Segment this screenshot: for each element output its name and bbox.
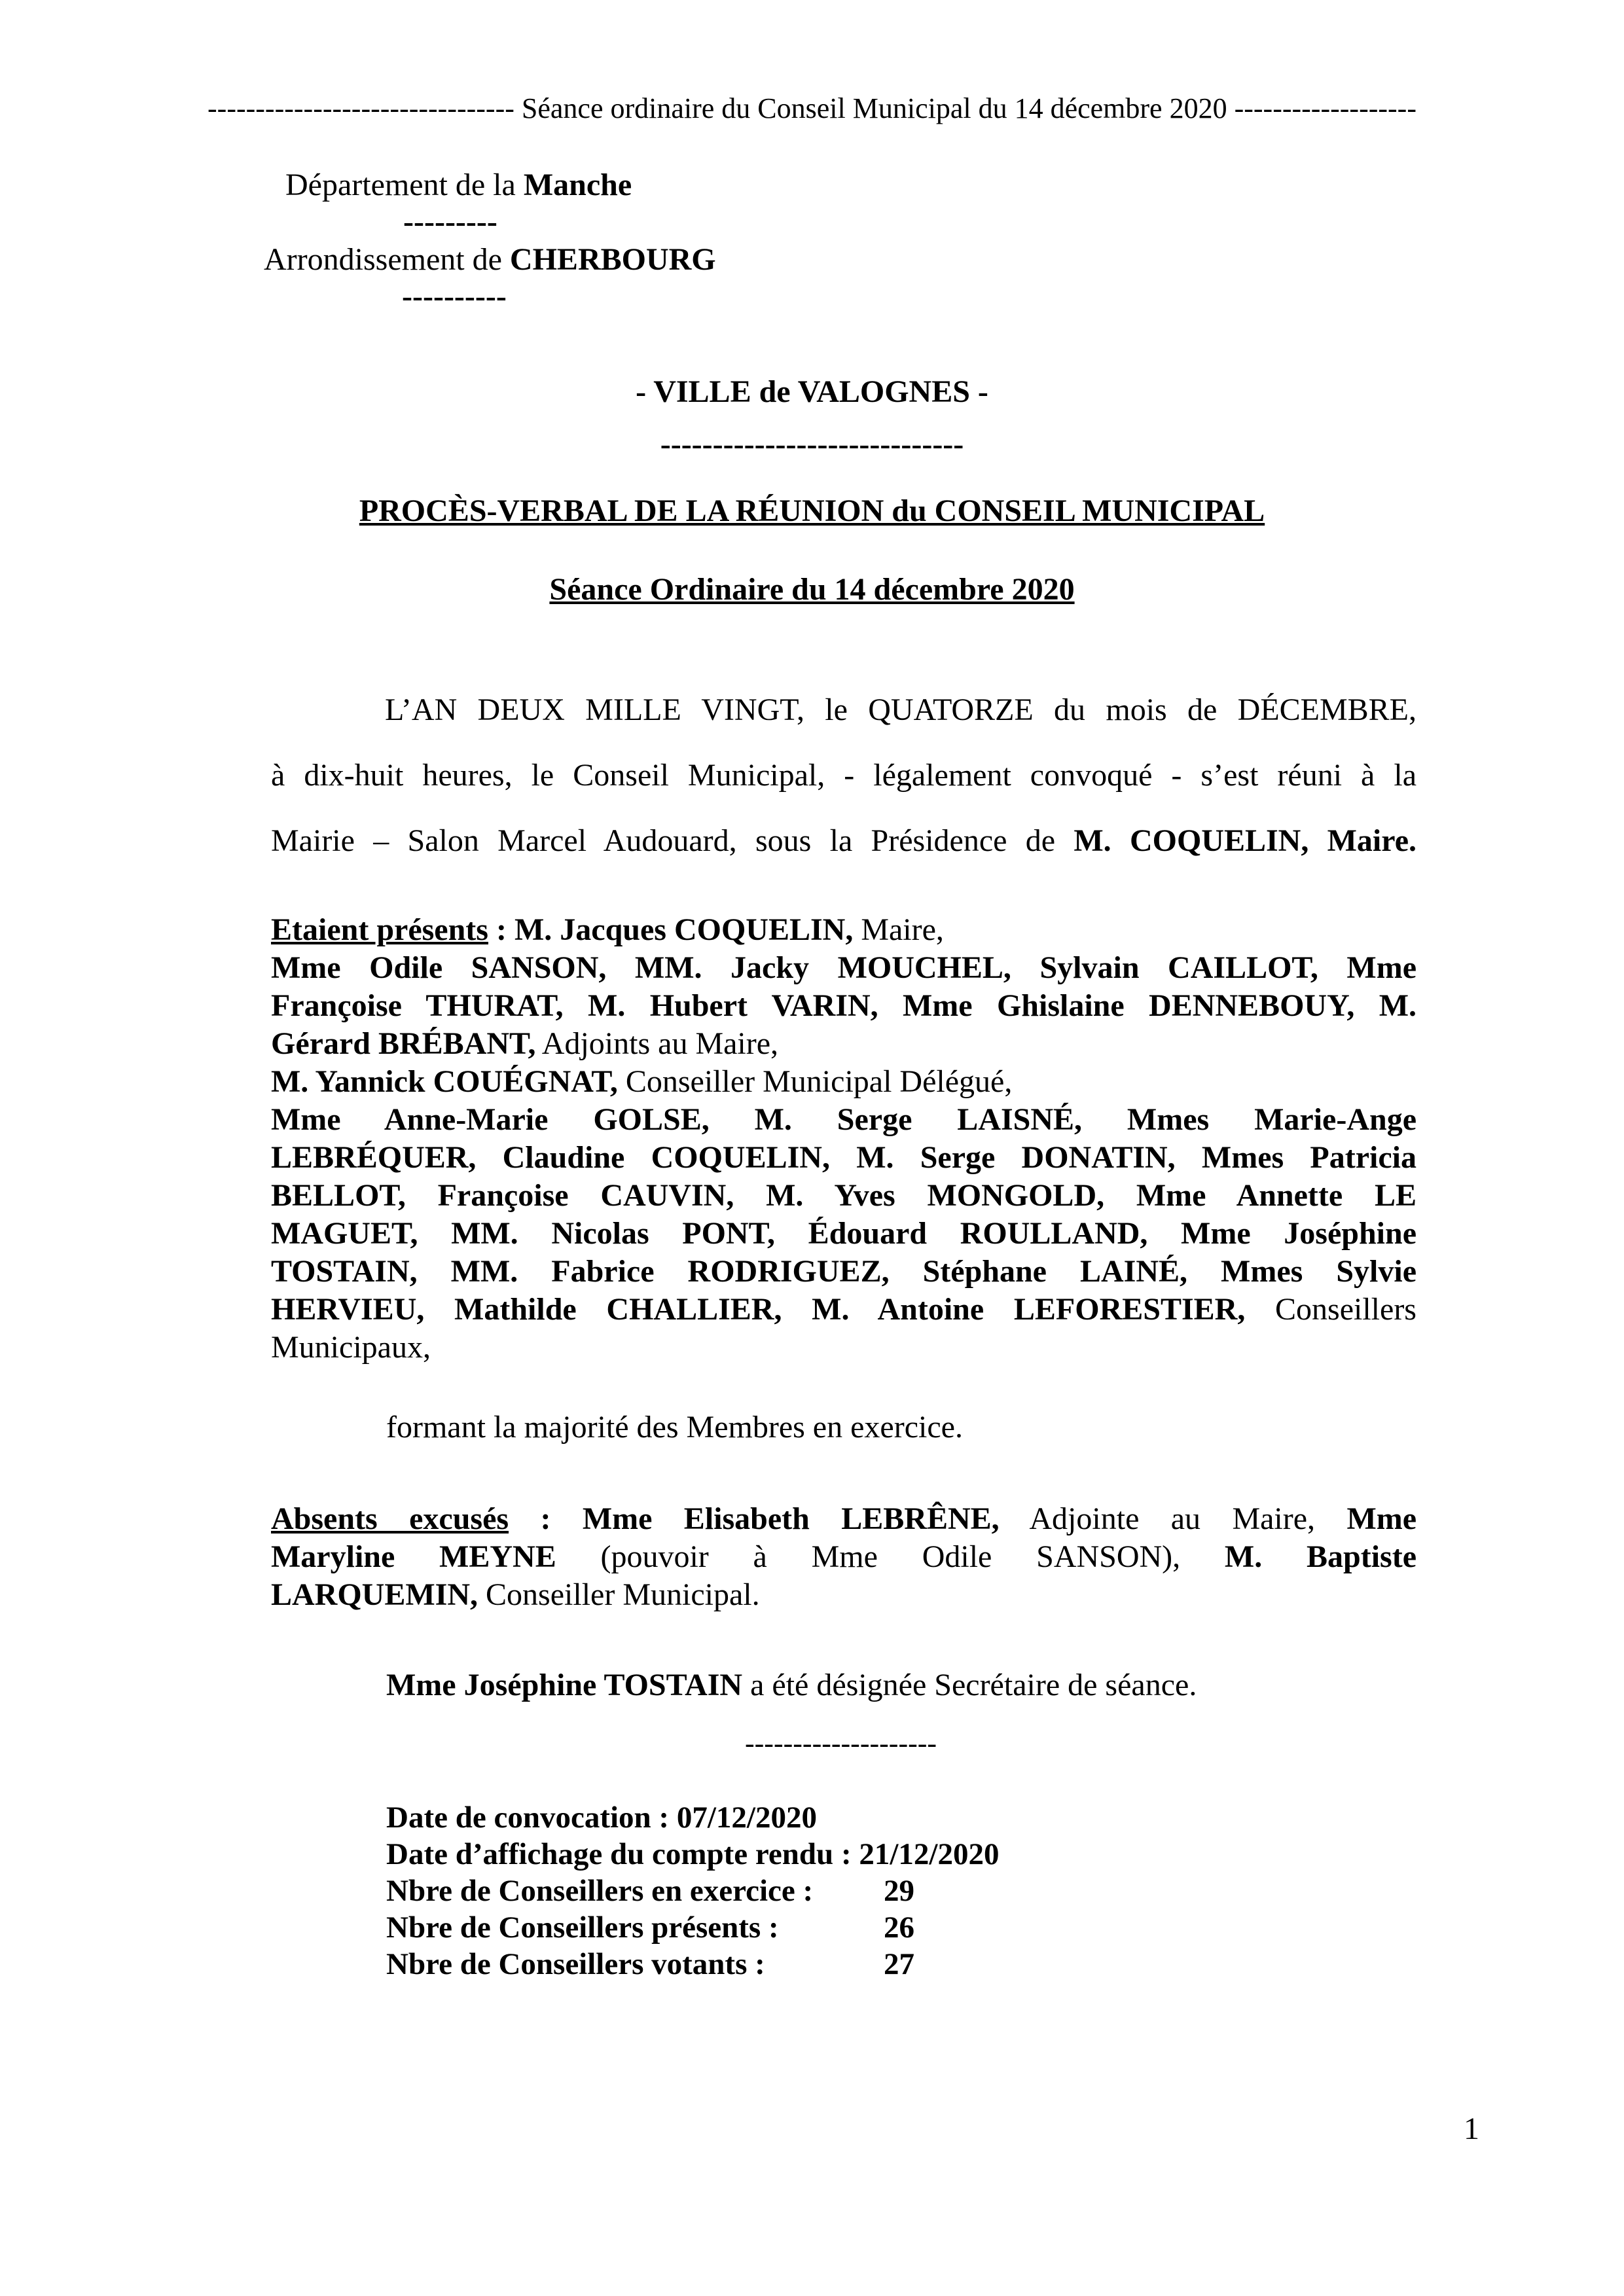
present-mayor-role: Maire, <box>853 912 944 947</box>
display-date-label: Date d’affichage du compte rendu : <box>386 1837 852 1871</box>
absent-line-2-proxy: (pouvoir à Mme Odile SANSON), <box>556 1539 1225 1574</box>
arrondissement-line <box>264 241 716 279</box>
intro-line-1: L’AN DEUX MILLE VINGT, le QUATORZE du mois de DÉCEMBRE, <box>385 692 1416 727</box>
absent-line-2-name: Maryline MEYNE <box>271 1539 556 1574</box>
display-date-value: 21/12/2020 <box>859 1837 1000 1871</box>
present-line-4-role: Adjoints au Maire, <box>535 1026 779 1061</box>
department-line <box>285 166 632 204</box>
absent-line-2-name-2: M. Baptiste <box>1224 1539 1416 1574</box>
councillors-present-label: Nbre de Conseillers présents : <box>386 1910 779 1945</box>
absent-line-3-role: Conseiller Municipal. <box>478 1577 760 1612</box>
present-line-3: Françoise THURAT, M. Hubert VARIN, Mme Ghislaine DENNEBOUY, M. <box>271 988 1416 1023</box>
councillors-present-value: 26 <box>884 1910 914 1945</box>
present-mayor-name: M. Jacques COQUELIN, <box>514 912 854 947</box>
present-line-11-names: HERVIEU, Mathilde CHALLIER, M. Antoine LEFORESTIER, <box>271 1292 1246 1327</box>
present-line-4 <box>271 1025 1416 1063</box>
intro-line-3-text: Mairie – Salon Marcel Audouard, sous la Présidence de <box>271 823 1074 858</box>
town-title: - VILLE de VALOGNES - <box>636 374 988 409</box>
department-prefix: Département de la <box>285 168 524 202</box>
running-header: -------------------------------- Séance ordinaire du Conseil Municipal du 14 décembre 2020 ------------------- <box>208 92 1416 124</box>
department-separator: --------- <box>403 204 497 239</box>
document-title: PROCÈS-VERBAL DE LA RÉUNION du CONSEIL MUNICIPAL <box>359 493 1265 528</box>
present-line-8: BELLOT, Françoise CAUVIN, M. Yves MONGOLD, Mme Annette LE <box>271 1178 1416 1213</box>
present-line-7: LEBRÉQUER, Claudine COQUELIN, M. Serge DONATIN, Mmes Patricia <box>271 1140 1416 1175</box>
present-line-11 <box>271 1291 1416 1329</box>
intro-line-2: à dix-huit heures, le Conseil Municipal, - légalement convoqué - s’est réuni à la <box>271 758 1416 793</box>
present-line-4-name: Gérard BRÉBANT, <box>271 1026 536 1061</box>
present-line-6: Mme Anne-Marie GOLSE, M. Serge LAISNÉ, Mmes Marie-Ange <box>271 1102 1416 1137</box>
department-name: Manche <box>523 168 632 202</box>
convocation-date-label: Date de convocation : <box>386 1801 670 1835</box>
absent-label-colon: : <box>509 1501 583 1536</box>
absent-line-3 <box>271 1576 1416 1614</box>
session-title: Séance Ordinaire du 14 décembre 2020 <box>549 572 1075 607</box>
arrondissement-prefix: Arrondissement de <box>264 242 510 277</box>
convocation-date-value: 07/12/2020 <box>676 1801 817 1835</box>
present-line-2: Mme Odile SANSON, MM. Jacky MOUCHEL, Sylvain CAILLOT, Mme <box>271 950 1416 985</box>
president-name: M. COQUELIN, Maire. <box>1074 823 1417 858</box>
display-date-row <box>386 1837 999 1872</box>
town-separator: ----------------------------- <box>660 427 964 461</box>
secretary-name: Mme Joséphine TOSTAIN <box>386 1668 743 1702</box>
arrondissement-separator: ---------- <box>402 279 507 314</box>
majority-statement: formant la majorité des Membres en exercice. <box>386 1410 963 1444</box>
absent-line-1-title: Mme <box>1346 1501 1417 1536</box>
arrondissement-name: CHERBOURG <box>509 242 716 277</box>
present-label: Etaient présents <box>271 912 488 947</box>
present-line-12: Municipaux, <box>271 1330 431 1365</box>
absent-line-1 <box>271 1500 1416 1538</box>
convocation-date-row <box>386 1800 817 1835</box>
intro-line-3 <box>271 822 1416 860</box>
councillors-in-office-value: 29 <box>884 1874 914 1908</box>
present-line-11-role: Conseillers <box>1245 1292 1416 1327</box>
page-number: 1 <box>1464 2111 1479 2146</box>
secretary-separator: -------------------- <box>745 1727 937 1759</box>
councillors-voting-value: 27 <box>884 1947 914 1981</box>
absent-line-3-name: LARQUEMIN, <box>271 1577 478 1612</box>
absent-label: Absents excusés <box>271 1501 509 1536</box>
councillors-voting-label: Nbre de Conseillers votants : <box>386 1947 765 1981</box>
absent-line-1-name: Mme Elisabeth LEBRÊNE, <box>582 1501 1000 1536</box>
present-line-5 <box>271 1063 1416 1101</box>
present-line-1 <box>271 911 1416 949</box>
present-line-5-role: Conseiller Municipal Délégué, <box>617 1064 1013 1099</box>
present-line-9: MAGUET, MM. Nicolas PONT, Édouard ROULLAND, Mme Joséphine <box>271 1216 1416 1251</box>
present-line-5-name: M. Yannick COUÉGNAT, <box>271 1064 618 1099</box>
absent-line-1-role: Adjointe au Maire, <box>999 1501 1347 1536</box>
absent-line-2 <box>271 1538 1416 1576</box>
secretary-line <box>386 1666 1197 1704</box>
present-label-colon: : <box>488 912 514 947</box>
secretary-text: a été désignée Secrétaire de séance. <box>742 1668 1197 1702</box>
present-line-10: TOSTAIN, MM. Fabrice RODRIGUEZ, Stéphane LAINÉ, Mmes Sylvie <box>271 1254 1416 1289</box>
councillors-in-office-label: Nbre de Conseillers en exercice : <box>386 1874 814 1908</box>
